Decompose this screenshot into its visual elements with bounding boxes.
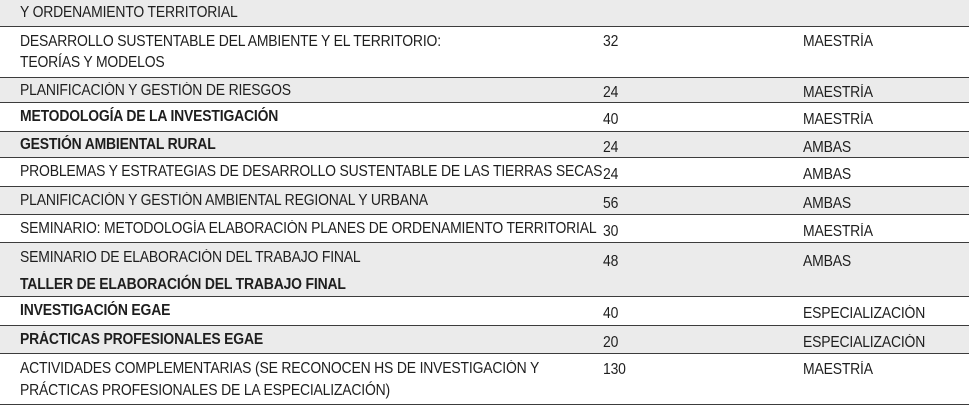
course-type: ESPECIALIZACIÓN bbox=[803, 334, 926, 351]
table-row bbox=[0, 27, 969, 77]
table-row bbox=[0, 326, 969, 353]
course-type: MAESTRÍA bbox=[803, 84, 873, 101]
course-type: MAESTRÍA bbox=[803, 111, 873, 128]
course-type: AMBAS bbox=[803, 253, 851, 270]
table-row bbox=[0, 243, 969, 296]
course-hours: 56 bbox=[603, 195, 619, 212]
course-name-line: PRÁCTICAS PROFESIONALES DE LA ESPECIALIZACIÓN) bbox=[20, 382, 391, 399]
course-hours: 40 bbox=[603, 305, 619, 322]
table-row bbox=[0, 132, 969, 157]
table-row bbox=[0, 187, 969, 214]
course-name: PLANIFICACIÓN Y GESTIÓN AMBIENTAL REGIONAL Y URBANA bbox=[20, 192, 428, 209]
course-name bbox=[20, 358, 539, 402]
course-name: PRÁCTICAS PROFESIONALES EGAE bbox=[20, 331, 263, 348]
course-name: SEMINARIO: METODOLOGÍA ELABORACIÓN PLANES DE ORDENAMIENTO TERRITORIAL bbox=[20, 220, 597, 237]
course-type: MAESTRÍA bbox=[803, 361, 873, 378]
course-name bbox=[20, 31, 441, 73]
course-name: Y ORDENAMIENTO TERRITORIAL bbox=[20, 4, 238, 21]
table-row bbox=[0, 78, 969, 102]
course-name-line: ACTIVIDADES COMPLEMENTARIAS (SE RECONOCEN HS DE INVESTIGACIÓN Y bbox=[20, 360, 540, 377]
table-row bbox=[0, 0, 969, 26]
course-name: METODOLOGÍA DE LA INVESTIGACIÓN bbox=[20, 108, 279, 125]
course-name: PLANIFICACIÓN Y GESTIÓN DE RIESGOS bbox=[20, 82, 291, 99]
course-hours: 24 bbox=[603, 139, 619, 156]
course-hours: 48 bbox=[603, 253, 619, 270]
course-type: AMBAS bbox=[803, 195, 851, 212]
course-name-line: DESARROLLO SUSTENTABLE DEL AMBIENTE Y EL TERRITORIO: bbox=[20, 33, 441, 50]
course-hours: 30 bbox=[603, 223, 619, 240]
table-row bbox=[0, 215, 969, 242]
course-type: MAESTRÍA bbox=[803, 33, 873, 50]
course-hours: 40 bbox=[603, 111, 619, 128]
course-type: ESPECIALIZACIÓN bbox=[803, 305, 926, 322]
course-name-line: SEMINARIO DE ELABORACIÓN DEL TRABAJO FINAL bbox=[20, 249, 361, 266]
course-type: AMBAS bbox=[803, 166, 851, 183]
table-row bbox=[0, 158, 969, 186]
course-name bbox=[20, 244, 361, 298]
course-hours: 24 bbox=[603, 166, 619, 183]
course-name: GESTIÓN AMBIENTAL RURAL bbox=[20, 136, 216, 153]
course-type: MAESTRÍA bbox=[803, 223, 873, 240]
course-name: PROBLEMAS Y ESTRATEGIAS DE DESARROLLO SUSTENTABLE DE LAS TIERRAS SECAS bbox=[20, 163, 603, 180]
course-type: AMBAS bbox=[803, 139, 851, 156]
course-name-line: TEORÍAS Y MODELOS bbox=[20, 54, 165, 71]
table-row bbox=[0, 297, 969, 325]
course-hours: 24 bbox=[603, 84, 619, 101]
course-name-line: TALLER DE ELABORACIÓN DEL TRABAJO FINAL bbox=[20, 276, 346, 293]
table-bottom-space bbox=[0, 405, 969, 416]
course-hours: 20 bbox=[603, 334, 619, 351]
table-row bbox=[0, 354, 969, 404]
table-row bbox=[0, 103, 969, 131]
course-hours: 130 bbox=[603, 361, 626, 378]
course-name: INVESTIGACIÓN EGAE bbox=[20, 302, 171, 319]
course-hours: 32 bbox=[603, 33, 619, 50]
